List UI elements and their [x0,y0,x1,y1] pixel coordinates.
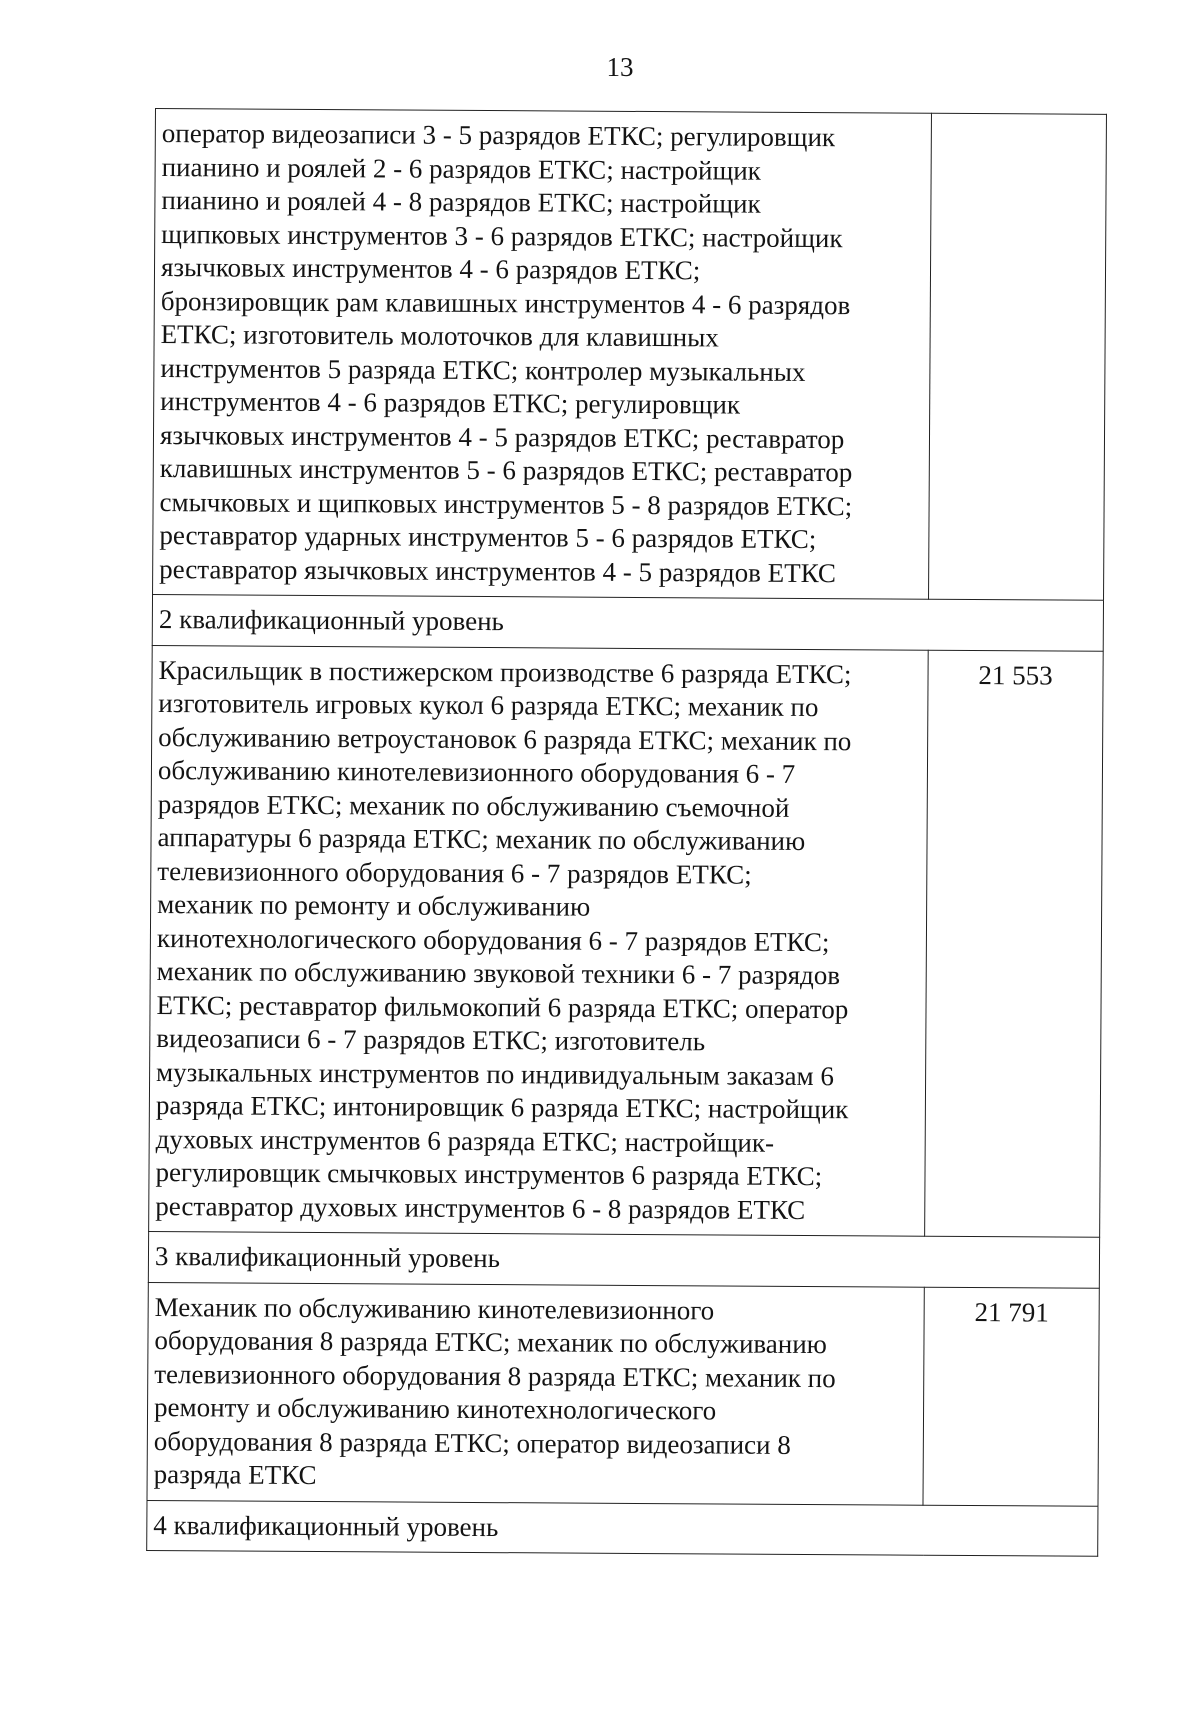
text-line: ремонту и обслуживанию кинотехнологического [153,1392,717,1426]
text-line: изготовитель игровых кукол 6 разряда ЕТКС; механик по [158,688,819,723]
text-line: духовых инструментов 6 разряда ЕТКС; настройщик- [155,1123,775,1158]
table-row [153,109,1107,601]
qualification-level-heading: 4 квалификационный уровень [147,1500,1098,1556]
salary-cell [929,113,1107,600]
text-line: разрядов ЕТКС; механик по обслуживанию съемочной [157,788,790,823]
text-line: язычковых инструментов 4 - 6 разрядов ЕТКС; [160,252,701,286]
table-row [148,1231,1099,1287]
text-line: оператор видеозаписи 3 - 5 разрядов ЕТКС; регулировщик [161,118,836,153]
text-line: телевизионного оборудования 8 разряда ЕТКС; механик по [154,1358,836,1393]
qualification-table [146,108,1107,1557]
table-row [149,645,1104,1237]
text-line: реставратор язычковых инструментов 4 - 5 разрядов ЕТКС [159,553,837,588]
table-row [147,1500,1098,1556]
professions-cell [149,645,929,1236]
text-line: разряда ЕТКС; интонировщик 6 разряда ЕТКС; настройщик [155,1090,849,1125]
text-line: клавишных инструментов 5 - 6 разрядов ЕТКС; реставратор [159,453,853,488]
text-line: реставратор духовых инструментов 6 - 8 разрядов ЕТКС [155,1190,806,1225]
text-line: Красильщик в постижерском производстве 6 разряда ЕТКС; [158,654,852,689]
text-line: механик по обслуживанию звуковой техники 6 - 7 разрядов [156,956,841,991]
qualification-level-heading: 3 квалификационный уровень [148,1231,1099,1287]
qualification-level-heading: 2 квалификационный уровень [152,594,1103,650]
professions-cell [153,109,932,600]
professions-cell [147,1282,924,1505]
text-line: оборудования 8 разряда ЕТКС; механик по обслуживанию [154,1325,827,1360]
text-line: Механик по обслуживанию кинотелевизионного [154,1291,715,1325]
text-line: аппаратуры 6 разряда ЕТКС; механик по обслуживанию [157,822,806,856]
text-line: обслуживанию ветроустановок 6 разряда ЕТКС; механик по [158,721,852,756]
table-row [147,1282,1099,1506]
text-line: механик по ремонту и обслуживанию [157,889,591,922]
text-line: оборудования 8 разряда ЕТКС; оператор видеозаписи 8 [153,1425,791,1460]
text-line: регулировщик смычковых инструментов 6 разряда ЕТКС; [155,1157,823,1192]
page-number: 13 [606,52,634,82]
text-line: пианино и роялей 2 - 6 разрядов ЕТКС; настройщик [161,151,761,186]
table-row [152,594,1103,650]
text-line: инструментов 5 разряда ЕТКС; контролер музыкальных [160,352,806,387]
text-line: язычковых инструментов 4 - 5 разрядов ЕТКС; реставратор [159,419,845,454]
text-line: обслуживанию кинотелевизионного оборудования 6 - 7 [157,755,796,789]
text-line: кинотехнологического оборудования 6 - 7 разрядов ЕТКС; [156,922,830,957]
text-line: щипковых инструментов 3 - 6 разрядов ЕТКС; настройщик [161,218,843,253]
text-line: ЕТКС; изготовитель молоточков для клавишных [160,319,719,353]
text-line: телевизионного оборудования 6 - 7 разрядов ЕТКС; [157,855,752,890]
text-line: разряда ЕТКС [153,1459,317,1491]
salary-cell: 21 553 [925,650,1104,1238]
text-line: смычковых и щипковых инструментов 5 - 8 разрядов ЕТКС; [159,486,853,521]
text-line: ЕТКС; реставратор фильмокопий 6 разряда ЕТКС; оператор [156,989,849,1024]
text-line: бронзировщик рам клавишных инструментов 4 - 6 разрядов [160,285,851,320]
text-line: реставратор ударных инструментов 5 - 6 разрядов ЕТКС; [159,520,817,555]
text-line: музыкальных инструментов по индивидуальным заказам 6 [156,1056,835,1091]
text-line: пианино и роялей 4 - 8 разрядов ЕТКС; настройщик [161,185,761,219]
text-line: инструментов 4 - 6 разрядов ЕТКС; регулировщик [160,386,741,420]
text-line: видеозаписи 6 - 7 разрядов ЕТКС; изготовитель [156,1023,706,1057]
salary-cell: 21 791 [923,1287,1099,1506]
